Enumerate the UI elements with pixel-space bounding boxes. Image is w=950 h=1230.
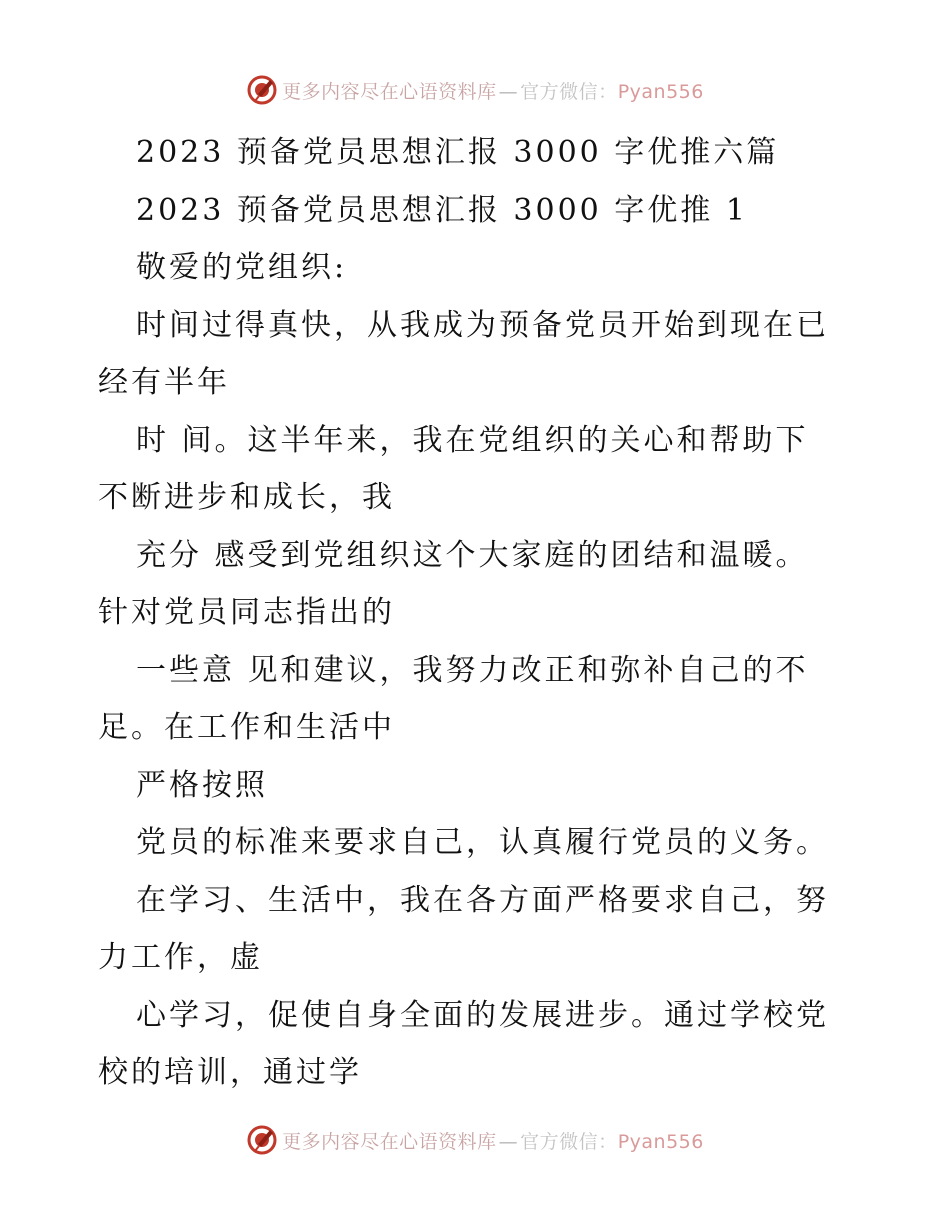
paragraph-line: 党员的标准来要求自己，认真履行党员的义务。 — [136, 825, 829, 860]
footer-wechat-label: 官方微信： — [520, 1130, 618, 1153]
paragraph-line: 力工作，虚 — [98, 940, 263, 975]
paragraph-line: 足。在工作和生活中 — [98, 710, 395, 745]
salutation: 敬爱的党组织: — [136, 250, 348, 285]
footer-wechat-id: Pyan556 — [617, 1130, 704, 1153]
paragraph-line: 针对党员同志指出的 — [98, 595, 395, 630]
paragraph-line: 在学习、生活中，我在各方面严格要求自己，努 — [136, 882, 829, 918]
paragraph-line: 心学习，促使自身全面的发展进步。通过学校党 — [136, 997, 829, 1033]
section-heading: 2023 预备党员思想汇报 3000 字优推 1 — [136, 192, 748, 228]
paragraph-line: 严格按照 — [136, 767, 268, 803]
paragraph-line: 校的培训，通过学 — [98, 1055, 362, 1090]
paragraph-line: 时间过得真快，从我成为预备党员开始到现在已 — [136, 307, 829, 343]
header-wechat-label: 官方微信： — [520, 80, 618, 103]
paragraph-line: 经有半年 — [98, 365, 230, 400]
paragraph-line: 一些意 见和建议，我努力改正和弥补自己的不 — [136, 652, 809, 688]
header-wechat-id: Pyan556 — [617, 80, 704, 103]
footer-site-text: 更多内容尽在心语资料库 — [282, 1130, 497, 1153]
red-seal-logo-icon — [246, 74, 278, 106]
paragraph-line: 不断进步和成长，我 — [98, 480, 395, 515]
document-body — [0, 124, 950, 1102]
paragraph-line: 时 间。这半年来，我在党组织的关心和帮助下 — [136, 422, 809, 458]
red-seal-logo-icon — [246, 1124, 278, 1156]
header-site-text: 更多内容尽在心语资料库 — [282, 80, 497, 103]
paragraph-line: 充分 感受到党组织这个大家庭的团结和温暖。 — [136, 537, 809, 573]
footer-banner — [0, 1120, 950, 1160]
footer-separator: — — [498, 1130, 519, 1153]
header-separator: — — [498, 80, 519, 103]
header-banner — [0, 70, 950, 110]
document-title: 2023 预备党员思想汇报 3000 字优推六篇 — [136, 135, 780, 170]
